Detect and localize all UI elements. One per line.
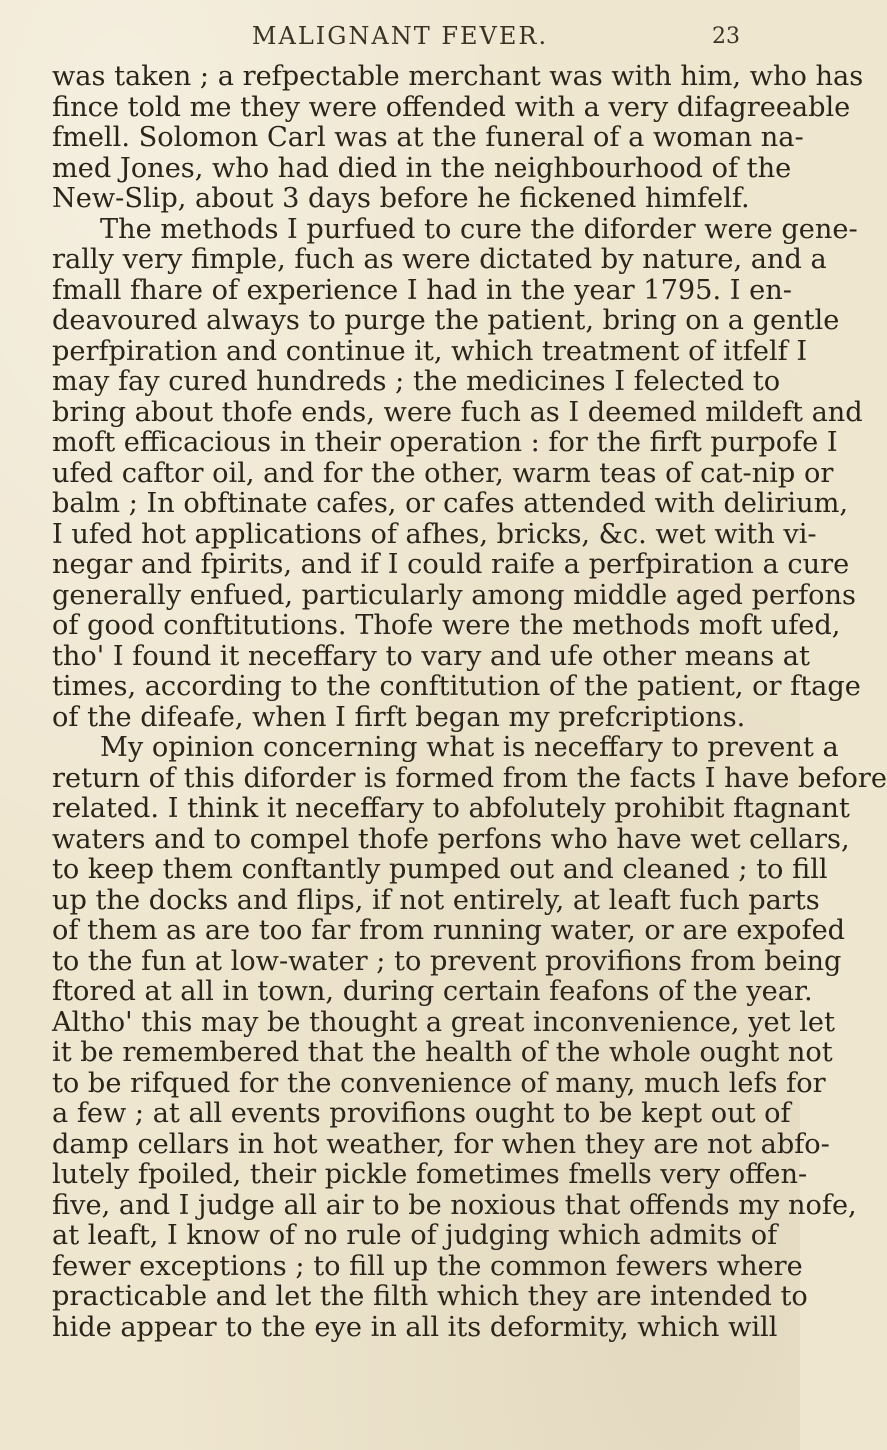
text-line: lutely fpoiled, their pickle fometimes fmells very offen-: [52, 1159, 808, 1190]
text-line: moft efficacious in their operation : for the firft purpofe I: [52, 427, 838, 458]
text-line: The methods I purfued to cure the diforder were gene-: [100, 213, 858, 245]
text-line: I ufed hot applications of afhes, bricks, &c. wet with vi-: [52, 518, 817, 550]
text-line: med Jones, who had died in the neighbourhood of the: [52, 152, 792, 184]
text-line: negar and fpirits, and if I could raife a perfpiration a cure: [52, 549, 850, 580]
text-line: to keep them conftantly pumped out and cleaned ; to fill: [52, 854, 828, 885]
text-line: to the fun at low-water ; to prevent provifions from being: [52, 945, 842, 977]
text-line: balm ; In obftinate cafes, or cafes attended with delirium,: [52, 488, 849, 519]
text-line: at leaft, I know of no rule of judging which admits of: [52, 1220, 778, 1251]
text-line: My opinion concerning what is neceffary to prevent a: [100, 732, 839, 763]
text-line: ftored at all in town, during certain feafons of the year.: [52, 976, 813, 1007]
text-line: New-Slip, about 3 days before he fickened himfelf.: [52, 183, 750, 214]
text-line: bring about thofe ends, were fuch as I deemed mildeft and: [52, 396, 863, 428]
text-line: rally very fimple, fuch as were dictated by nature, and a: [52, 244, 827, 275]
text-line: a few ; at all events provifions ought to be kept out of: [52, 1098, 791, 1129]
text-line: up the docks and flips, if not entirely, at leaft fuch parts: [52, 884, 820, 916]
running-title: MALIGNANT FEVER.: [251, 22, 549, 50]
text-line: may fay cured hundreds ; the medicines I felected to: [52, 366, 781, 397]
text-line: tho' I found it neceffary to vary and ufe other means at: [52, 640, 810, 672]
text-line: waters and to compel thofe perfons who have wet cellars,: [52, 823, 850, 855]
text-line: it be remembered that the health of the whole ought not: [52, 1037, 833, 1068]
text-line: practicable and let the filth which they are intended to: [52, 1281, 808, 1312]
text-line: of them as are too far from running water, or are expofed: [52, 915, 846, 946]
text-line: return of this diforder is formed from the facts I have before: [52, 762, 887, 794]
text-line: fewer exceptions ; to fill up the common fewers where: [52, 1250, 803, 1282]
text-line: perfpiration and continue it, which treatment of itfelf I: [52, 335, 808, 367]
text-line: fmall fhare of experience I had in the year 1795. I en-: [52, 274, 792, 306]
text-line: fince told me they were offended with a very difagreeable: [52, 91, 851, 123]
page-number: 23: [712, 24, 740, 49]
body-text: [52, 61, 887, 1343]
text-line: fmell. Solomon Carl was at the funeral of a woman na-: [52, 122, 804, 153]
running-head: [52, 18, 748, 62]
text-line: damp cellars in hot weather, for when they are not abfo-: [52, 1128, 830, 1160]
text-line: related. I think it neceffary to abfolutely prohibit ftagnant: [52, 793, 850, 824]
text-line: times, according to the conftitution of the patient, or ftage: [52, 671, 861, 702]
text-line: ufed caftor oil, and for the other, warm teas of cat-nip or: [52, 457, 834, 489]
text-line: deavoured always to purge the patient, bring on a gentle: [52, 305, 840, 336]
text-line: five, and I judge all air to be noxious that offends my nofe,: [52, 1189, 857, 1221]
text-line: Altho' this may be thought a great inconvenience, yet let: [52, 1006, 835, 1038]
text-line: hide appear to the eye in all its deformity, which will: [52, 1311, 778, 1343]
text-line: of good conftitutions. Thofe were the methods moft ufed,: [52, 610, 841, 641]
text-line: generally enfued, particularly among middle aged perfons: [52, 579, 856, 611]
text-line: to be rifqued for the convenience of many, much lefs for: [52, 1067, 826, 1099]
text-line: was taken ; a refpectable merchant was with him, who has: [52, 61, 864, 92]
text-line: of the difeafe, when I firft began my prefcriptions.: [52, 701, 746, 733]
